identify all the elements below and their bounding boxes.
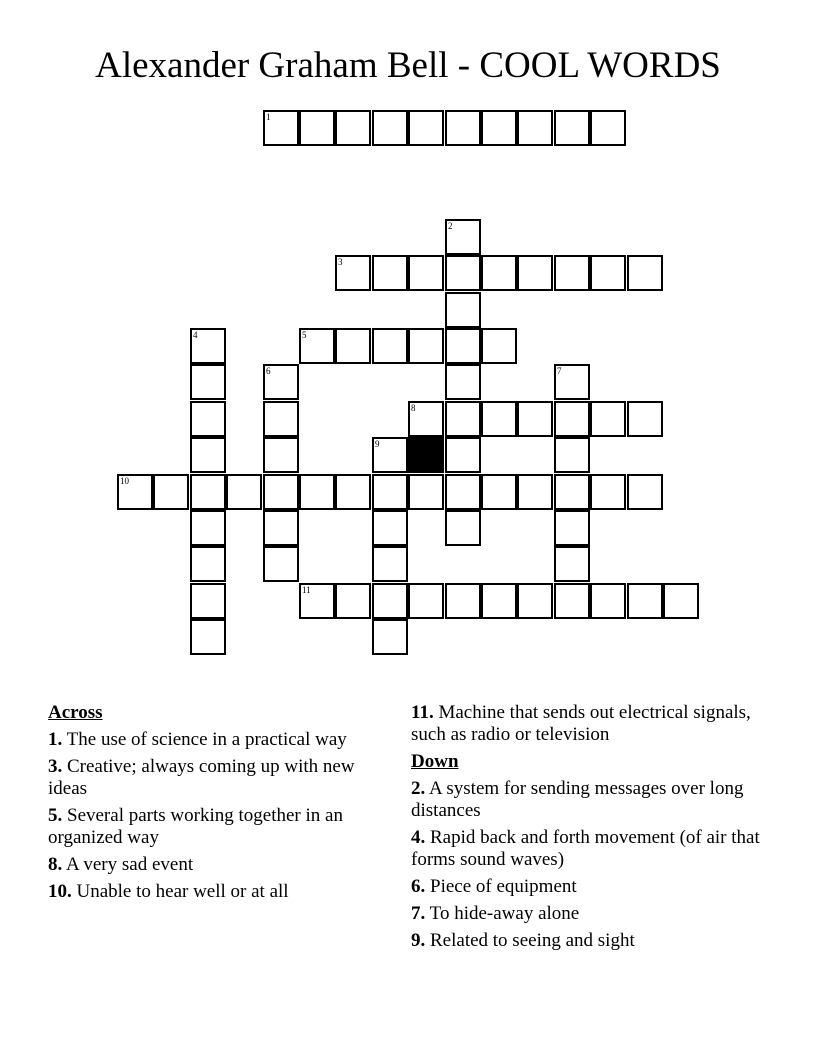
grid-cell[interactable]: [372, 255, 408, 291]
grid-cell[interactable]: [372, 510, 408, 546]
grid-cell[interactable]: [408, 401, 444, 437]
cell-number: 3: [338, 257, 343, 267]
clue-down-2: [411, 778, 771, 822]
clue-text: Creative; always coming up with new ideas: [48, 756, 355, 799]
grid-cell[interactable]: [554, 110, 590, 146]
cell-number: 10: [120, 476, 129, 486]
cell-number: 8: [411, 403, 416, 413]
grid-cell[interactable]: [590, 255, 626, 291]
grid-cell[interactable]: [190, 546, 226, 582]
clue-text: Unable to hear well or at all: [76, 881, 289, 902]
grid-cell[interactable]: [517, 255, 553, 291]
clue-across-8: [48, 854, 378, 876]
grid-cell[interactable]: [153, 474, 189, 510]
grid-cell[interactable]: [445, 401, 481, 437]
grid-cell[interactable]: [481, 474, 517, 510]
clue-across-1: [48, 729, 378, 751]
across-heading: Across: [48, 702, 103, 723]
grid-cell[interactable]: [263, 437, 299, 473]
grid-cell[interactable]: [117, 474, 153, 510]
grid-cell[interactable]: [190, 510, 226, 546]
grid-cell[interactable]: [554, 255, 590, 291]
clue-down-9: [411, 930, 771, 952]
clue-number: 2.: [411, 778, 426, 799]
grid-cell[interactable]: [481, 401, 517, 437]
grid-cell[interactable]: [263, 474, 299, 510]
clue-number: 11.: [411, 702, 434, 723]
grid-cell[interactable]: [263, 364, 299, 400]
grid-cell[interactable]: [590, 474, 626, 510]
page-title: Alexander Graham Bell - COOL WORDS: [95, 45, 721, 86]
grid-cell[interactable]: [335, 328, 371, 364]
grid-cell[interactable]: [263, 401, 299, 437]
grid-cell[interactable]: [335, 110, 371, 146]
grid-cell[interactable]: [554, 510, 590, 546]
cell-number: 7: [557, 366, 562, 376]
grid-cell[interactable]: [554, 474, 590, 510]
grid-cell[interactable]: [372, 110, 408, 146]
clue-across-10: [48, 881, 378, 903]
clue-down-7: [411, 903, 771, 925]
clues-left-column: [48, 702, 378, 908]
grid-cell[interactable]: [372, 546, 408, 582]
grid-cell[interactable]: [445, 219, 481, 255]
cell-number: 5: [302, 330, 307, 340]
grid-cell[interactable]: [190, 474, 226, 510]
grid-cell[interactable]: [335, 255, 371, 291]
clue-text: A system for sending messages over long distances: [411, 778, 744, 821]
clue-number: 8.: [48, 854, 63, 875]
grid-cell[interactable]: [517, 110, 553, 146]
clues-right-column: [411, 702, 771, 957]
grid-cell[interactable]: [408, 255, 444, 291]
clue-text: Several parts working together in an organized way: [48, 805, 343, 848]
clue-number: 1.: [48, 729, 63, 750]
cell-number: 6: [266, 366, 271, 376]
grid-cell[interactable]: [372, 583, 408, 619]
grid-cell[interactable]: [372, 619, 408, 655]
grid-cell[interactable]: [445, 292, 481, 328]
clue-text: The use of science in a practical way: [66, 729, 347, 750]
grid-cell[interactable]: [408, 328, 444, 364]
grid-cell[interactable]: [481, 255, 517, 291]
clue-down-4: [411, 827, 771, 871]
grid-cell[interactable]: [299, 110, 335, 146]
grid-cell[interactable]: [299, 583, 335, 619]
grid-cell[interactable]: [481, 110, 517, 146]
grid-cell[interactable]: [590, 401, 626, 437]
cell-number: 1: [266, 112, 271, 122]
clue-number: 7.: [411, 903, 426, 924]
grid-cell[interactable]: [554, 437, 590, 473]
grid-block: [408, 437, 444, 473]
grid-cell[interactable]: [445, 474, 481, 510]
cell-number: 2: [448, 221, 453, 231]
grid-cell[interactable]: [517, 401, 553, 437]
grid-cell[interactable]: [190, 364, 226, 400]
clue-number: 10.: [48, 881, 72, 902]
grid-cell[interactable]: [372, 328, 408, 364]
grid-cell[interactable]: [190, 583, 226, 619]
cell-number: 9: [375, 439, 380, 449]
grid-cell[interactable]: [554, 364, 590, 400]
cell-number: 4: [193, 330, 198, 340]
grid-cell[interactable]: [190, 619, 226, 655]
clue-text: A very sad event: [65, 854, 194, 875]
clue-number: 5.: [48, 805, 63, 826]
grid-cell[interactable]: [627, 401, 663, 437]
clue-number: 6.: [411, 876, 426, 897]
cell-number: 11: [302, 585, 311, 595]
grid-cell[interactable]: [263, 546, 299, 582]
grid-cell[interactable]: [299, 328, 335, 364]
grid-cell[interactable]: [445, 110, 481, 146]
clue-text: Machine that sends out electrical signals, such as radio or television: [411, 702, 751, 745]
grid-cell[interactable]: [263, 110, 299, 146]
grid-cell[interactable]: [627, 583, 663, 619]
clue-text: Related to seeing and sight: [430, 930, 635, 951]
grid-cell[interactable]: [335, 583, 371, 619]
clue-text: Piece of equipment: [430, 876, 577, 897]
grid-cell[interactable]: [517, 474, 553, 510]
down-heading: Down: [411, 751, 459, 772]
clue-text: Rapid back and forth movement (of air that forms sound waves): [411, 827, 760, 870]
clue-down-6: [411, 876, 771, 898]
grid-cell[interactable]: [190, 401, 226, 437]
grid-cell[interactable]: [372, 437, 408, 473]
grid-cell[interactable]: [190, 437, 226, 473]
grid-cell[interactable]: [590, 583, 626, 619]
grid-cell[interactable]: [590, 110, 626, 146]
grid-cell[interactable]: [372, 474, 408, 510]
grid-cell[interactable]: [445, 328, 481, 364]
grid-cell[interactable]: [408, 474, 444, 510]
clue-number: 4.: [411, 827, 426, 848]
grid-cell[interactable]: [481, 328, 517, 364]
grid-cell[interactable]: [408, 583, 444, 619]
grid-cell[interactable]: [554, 401, 590, 437]
clue-across-5: [48, 805, 378, 849]
grid-cell[interactable]: [445, 437, 481, 473]
grid-cell[interactable]: [554, 583, 590, 619]
clue-number: 9.: [411, 930, 426, 951]
grid-cell[interactable]: [627, 474, 663, 510]
grid-cell[interactable]: [445, 255, 481, 291]
grid-cell[interactable]: [190, 328, 226, 364]
grid-cell[interactable]: [445, 364, 481, 400]
grid-cell[interactable]: [445, 583, 481, 619]
grid-cell[interactable]: [445, 510, 481, 546]
grid-cell[interactable]: [481, 583, 517, 619]
grid-cell[interactable]: [517, 583, 553, 619]
clue-across-11: [411, 702, 771, 746]
grid-cell[interactable]: [335, 474, 371, 510]
clue-across-3: [48, 756, 378, 800]
grid-cell[interactable]: [408, 110, 444, 146]
clue-number: 3.: [48, 756, 63, 777]
grid-cell[interactable]: [554, 546, 590, 582]
grid-cell[interactable]: [299, 474, 335, 510]
grid-cell[interactable]: [226, 474, 262, 510]
grid-cell[interactable]: [627, 255, 663, 291]
clue-text: To hide-away alone: [429, 903, 580, 924]
grid-cell[interactable]: [663, 583, 699, 619]
grid-cell[interactable]: [263, 510, 299, 546]
